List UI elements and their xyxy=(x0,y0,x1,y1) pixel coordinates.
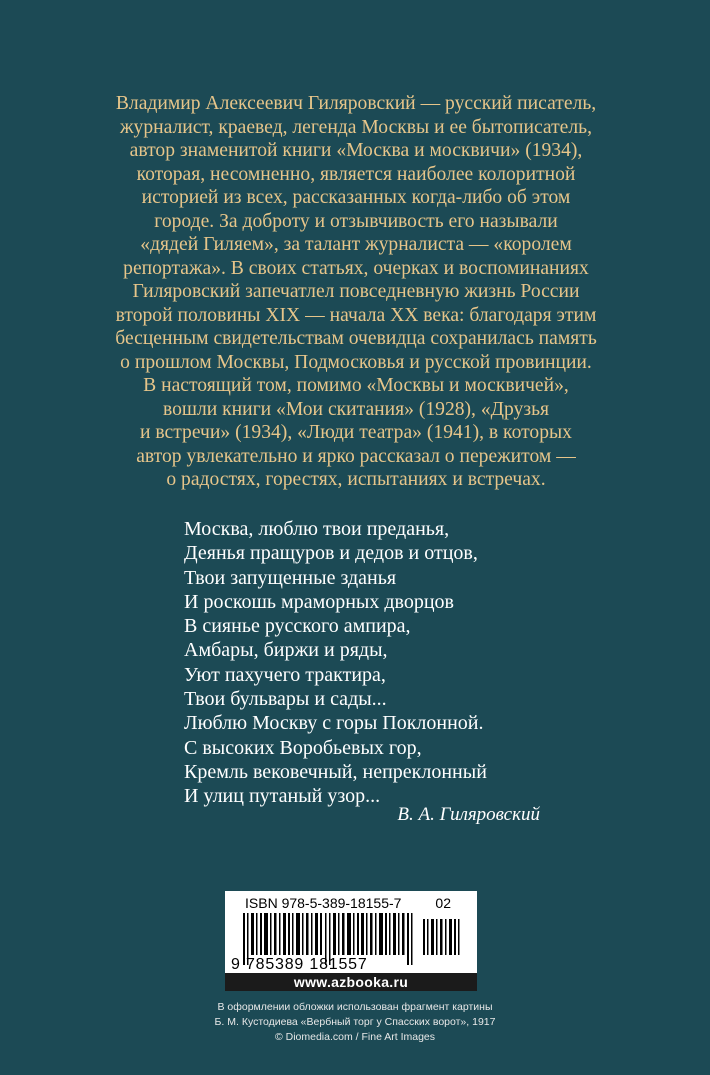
poem-signature: В. А. Гиляровский xyxy=(397,804,540,825)
description-line: бесценным свидетельствам очевидца сохранилась память xyxy=(115,328,597,349)
description-line: о радостях, горестях, испытаниях и встречах. xyxy=(166,469,546,490)
poem-line: Твои бульвары и сады... xyxy=(184,688,387,711)
description-line: историей из всех, рассказанных когда-либо об этом xyxy=(141,187,571,208)
poem-line: С высоких Воробьевых гор, xyxy=(184,736,422,759)
description-line: В настоящий том, помимо «Москвы и москвичей», xyxy=(143,375,569,396)
isbn-addon-code: 02 xyxy=(435,895,451,911)
description-line: «дядей Гиляем», за талант журналиста — «королем xyxy=(140,234,572,255)
credit-line: Б. М. Кустодиева «Вербный торг у Спасских ворот», 1917 xyxy=(214,1016,496,1028)
description-line: городе. За доброту и отзывчивость его называли xyxy=(154,210,558,232)
description-line: журналист, краевед, легенда Москвы и ее бытописатель, xyxy=(119,116,592,138)
description-line: автор знаменитой книги «Москва и москвичи» (1934), xyxy=(129,140,583,161)
poem-line: Уют пахучего трактира, xyxy=(184,663,386,686)
description-line: которая, несомненно, является наиболее колоритной xyxy=(136,163,576,185)
barcode-digits: 9 785389 181557 xyxy=(231,956,368,973)
description-line: Владимир Алексеевич Гиляровский — русский писатель, xyxy=(115,93,597,114)
poem-line: И улиц путаный узор... xyxy=(184,785,381,808)
book-description xyxy=(70,92,642,492)
description-line: о прошлом Москвы, Подмосковья и русской провинции. xyxy=(120,351,592,373)
poem-line: Москва, люблю твои преданья, xyxy=(184,518,450,540)
poem-line: И роскошь мраморных дворцов xyxy=(184,590,454,613)
description-line: репортажа». В своих статьях, очерках и воспоминаниях xyxy=(123,257,589,279)
poem-line: Амбары, биржи и ряды, xyxy=(184,639,388,662)
description-line: Гиляровский запечатлел повседневную жизнь России xyxy=(132,281,580,302)
description-line: автор увлекательно и ярко рассказал о пережитом — xyxy=(136,445,576,467)
credit-line: В оформлении обложки использован фрагмент картины xyxy=(217,1001,493,1013)
publisher-website[interactable]: www.azbooka.ru xyxy=(225,973,477,991)
poem-line: Кремль вековечный, непреклонный xyxy=(184,760,487,783)
poem-line: Люблю Москву с горы Поклонной. xyxy=(184,712,484,735)
cover-credits xyxy=(160,1000,550,1045)
credit-line: © Diomedia.com / Fine Art Images xyxy=(274,1031,436,1043)
description-line: второй половины XIX — начала XX века: благодаря этим xyxy=(115,304,597,326)
description-line: и встречи» (1934), «Люди театра» (1941), в которых xyxy=(140,422,572,443)
poem-line: В сиянье русского ампира, xyxy=(184,615,411,638)
poem-line: Твои запущенные зданья xyxy=(184,566,397,589)
description-line: вошли книги «Мои скитания» (1928), «Друзья xyxy=(162,398,550,420)
poem-epigraph xyxy=(184,517,564,809)
poem-line: Деянья пращуров и дедов и отцов, xyxy=(184,542,478,565)
isbn-number: ISBN 978-5-389-18155-7 xyxy=(245,895,402,911)
